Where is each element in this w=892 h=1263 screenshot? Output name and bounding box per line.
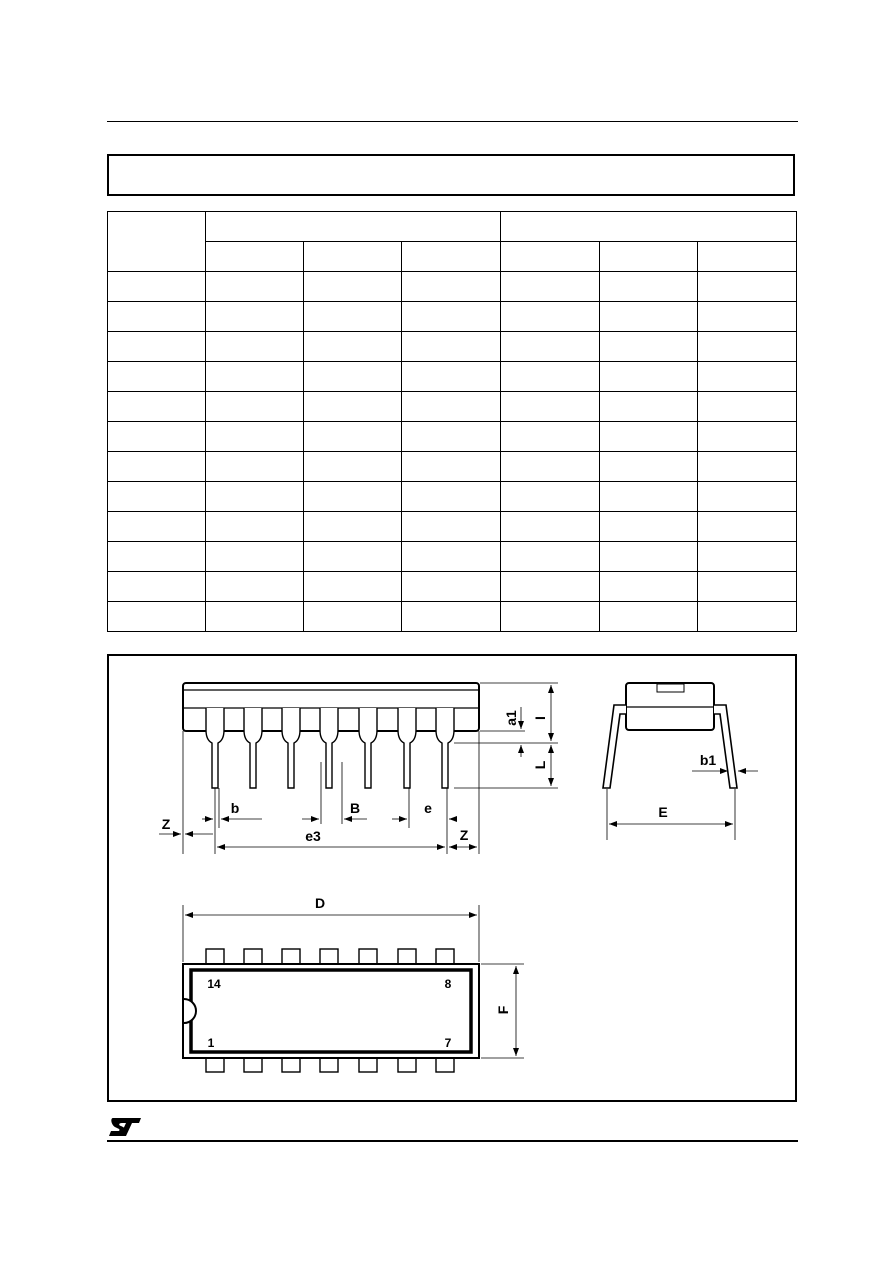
label-Z-right: Z — [459, 827, 469, 843]
top-lead — [206, 949, 224, 964]
side-lead — [206, 708, 224, 788]
header-inch-cell — [500, 212, 796, 242]
end-view — [603, 683, 758, 840]
table-row — [108, 542, 797, 572]
dimension-value-cell — [697, 452, 796, 482]
dimension-value-cell — [402, 362, 500, 392]
dimension-value-cell — [402, 332, 500, 362]
top-lead — [320, 949, 338, 964]
dimension-value-cell — [500, 452, 599, 482]
dimension-value-cell — [599, 572, 697, 602]
table-header-row — [108, 212, 797, 242]
dimension-symbol-cell — [108, 602, 206, 632]
side-lead — [244, 708, 262, 788]
top-lead — [320, 1058, 338, 1072]
label-e3: e3 — [305, 828, 321, 844]
dimension-value-cell — [697, 512, 796, 542]
dimension-value-cell — [206, 602, 304, 632]
dimension-value-cell — [402, 482, 500, 512]
dimension-value-cell — [304, 572, 402, 602]
side-lead — [320, 708, 338, 788]
top-lead — [398, 949, 416, 964]
subheader-cell — [599, 242, 697, 272]
dimension-value-cell — [697, 602, 796, 632]
dimension-value-cell — [304, 482, 402, 512]
dimension-value-cell — [500, 272, 599, 302]
dimension-value-cell — [500, 542, 599, 572]
dimension-value-cell — [402, 512, 500, 542]
label-e: e — [424, 800, 432, 816]
dimension-value-cell — [697, 482, 796, 512]
dimension-symbol-cell — [108, 392, 206, 422]
st-logo-icon — [107, 1116, 143, 1138]
dimension-value-cell — [304, 542, 402, 572]
dimension-value-cell — [500, 422, 599, 452]
dimension-value-cell — [402, 542, 500, 572]
dimension-symbol-cell — [108, 332, 206, 362]
dimension-symbol-cell — [108, 512, 206, 542]
top-view — [183, 905, 524, 1072]
dimension-value-cell — [304, 362, 402, 392]
top-lead — [206, 1058, 224, 1072]
table-row — [108, 452, 797, 482]
table-row — [108, 602, 797, 632]
side-lead — [282, 708, 300, 788]
side-lead — [359, 708, 377, 788]
dimension-value-cell — [500, 332, 599, 362]
dimension-value-cell — [599, 332, 697, 362]
subheader-cell — [500, 242, 599, 272]
label-b1: b1 — [699, 752, 717, 768]
dimension-value-cell — [500, 302, 599, 332]
subheader-cell — [206, 242, 304, 272]
dimension-value-cell — [500, 572, 599, 602]
dimension-value-cell — [304, 452, 402, 482]
dimension-symbol-cell — [108, 572, 206, 602]
dimension-value-cell — [599, 302, 697, 332]
dimension-value-cell — [599, 482, 697, 512]
top-lead — [436, 949, 454, 964]
dimension-value-cell — [599, 542, 697, 572]
dimension-value-cell — [599, 422, 697, 452]
label-a1: a1 — [503, 710, 519, 726]
dimension-symbol-cell — [108, 542, 206, 572]
dimension-value-cell — [500, 512, 599, 542]
label-D: D — [314, 895, 326, 911]
table-subheader-row — [108, 242, 797, 272]
label-B: B — [349, 800, 361, 816]
dimension-value-cell — [304, 332, 402, 362]
top-lead — [359, 1058, 377, 1072]
label-L: L — [532, 760, 548, 770]
label-I: I — [532, 716, 548, 720]
top-lead — [282, 1058, 300, 1072]
dimension-value-cell — [500, 482, 599, 512]
dimension-symbol-cell — [108, 422, 206, 452]
pin-1-label: 1 — [207, 1036, 215, 1050]
dimension-value-cell — [599, 512, 697, 542]
header-rule — [107, 121, 798, 122]
subheader-cell — [697, 242, 796, 272]
dimension-symbol-cell — [108, 482, 206, 512]
table-row — [108, 272, 797, 302]
pin-7-label: 7 — [444, 1036, 452, 1050]
top-lead — [436, 1058, 454, 1072]
table-row — [108, 392, 797, 422]
dimension-value-cell — [500, 392, 599, 422]
dimension-value-cell — [206, 572, 304, 602]
label-F: F — [495, 1005, 511, 1015]
top-lead — [244, 949, 262, 964]
dimension-value-cell — [206, 542, 304, 572]
dimension-value-cell — [599, 452, 697, 482]
dimension-table — [107, 211, 797, 632]
dimension-value-cell — [206, 422, 304, 452]
label-b: b — [230, 800, 240, 816]
table-title-box — [107, 154, 795, 196]
side-view — [159, 683, 558, 854]
table-row — [108, 422, 797, 452]
dimension-value-cell — [402, 602, 500, 632]
dimension-value-cell — [206, 302, 304, 332]
dimension-value-cell — [697, 302, 796, 332]
side-lead — [436, 708, 454, 788]
label-Z-left: Z — [161, 816, 171, 832]
dimension-value-cell — [206, 362, 304, 392]
dimension-value-cell — [500, 602, 599, 632]
dimension-value-cell — [697, 332, 796, 362]
pin-8-label: 8 — [444, 977, 452, 991]
dimension-value-cell — [206, 452, 304, 482]
dimension-value-cell — [500, 362, 599, 392]
subheader-cell — [304, 242, 402, 272]
package-drawing-box — [107, 654, 797, 1102]
table-row — [108, 302, 797, 332]
top-lead — [244, 1058, 262, 1072]
dimension-value-cell — [599, 362, 697, 392]
package-drawing — [109, 656, 799, 1104]
dimension-value-cell — [402, 572, 500, 602]
dimension-symbol-cell — [108, 452, 206, 482]
side-lead — [398, 708, 416, 788]
dimension-symbol-cell — [108, 272, 206, 302]
dimension-value-cell — [599, 272, 697, 302]
dimension-value-cell — [304, 272, 402, 302]
dimension-value-cell — [402, 422, 500, 452]
dimension-symbol-cell — [108, 362, 206, 392]
dimension-value-cell — [304, 602, 402, 632]
top-lead — [398, 1058, 416, 1072]
dimension-value-cell — [206, 272, 304, 302]
dimension-value-cell — [697, 272, 796, 302]
dimension-value-cell — [697, 422, 796, 452]
dimension-value-cell — [697, 362, 796, 392]
dimension-value-cell — [697, 542, 796, 572]
dimension-value-cell — [697, 392, 796, 422]
subheader-cell — [402, 242, 500, 272]
table-row — [108, 332, 797, 362]
table-row — [108, 512, 797, 542]
header-dim-cell — [108, 212, 206, 272]
header-mm-cell — [206, 212, 500, 242]
table-row — [108, 362, 797, 392]
dimension-value-cell — [206, 512, 304, 542]
dimension-value-cell — [206, 392, 304, 422]
dimension-value-cell — [304, 392, 402, 422]
dimension-symbol-cell — [108, 302, 206, 332]
footer-rule — [107, 1140, 798, 1142]
dimension-value-cell — [402, 392, 500, 422]
dimension-value-cell — [402, 452, 500, 482]
dimension-value-cell — [304, 422, 402, 452]
dimension-value-cell — [304, 512, 402, 542]
top-lead — [282, 949, 300, 964]
pin-14-label: 14 — [207, 977, 221, 991]
table-row — [108, 482, 797, 512]
dimension-value-cell — [206, 332, 304, 362]
dimension-value-cell — [206, 482, 304, 512]
dimension-value-cell — [599, 392, 697, 422]
top-lead — [359, 949, 377, 964]
dimension-value-cell — [402, 272, 500, 302]
dimension-value-cell — [599, 602, 697, 632]
dimension-value-cell — [697, 572, 796, 602]
label-E: E — [658, 804, 668, 820]
table-row — [108, 572, 797, 602]
dimension-value-cell — [304, 302, 402, 332]
dimension-value-cell — [402, 302, 500, 332]
